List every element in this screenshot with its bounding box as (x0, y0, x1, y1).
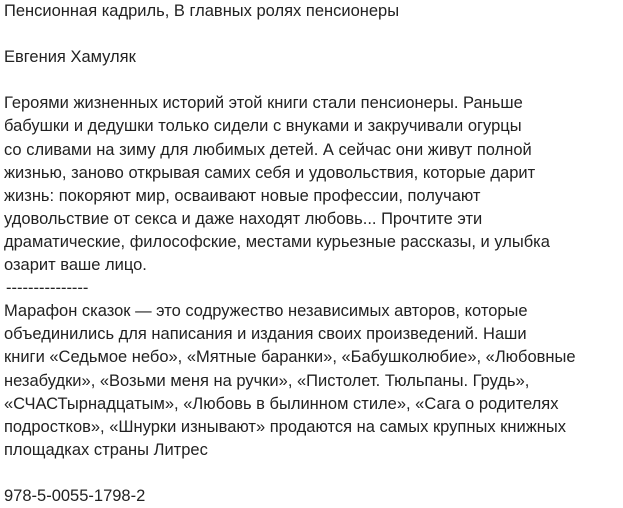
marathon-line: Марафон сказок — это содружество независимых авторов, которые (4, 302, 528, 321)
document-body (4, 0, 622, 508)
description-line: Героями жизненных историй этой книги стали пенсионеры. Раньше (4, 94, 523, 113)
spacer (4, 462, 622, 485)
marathon-line: объединились для написания и издания своих произведений. Наши (4, 325, 527, 344)
marathon-line: незабудки», «Возьми меня на ручки», «Пистолет. Тюльпаны. Грудь», (4, 371, 530, 390)
description-line: жизнь: покоряют мир, осваивают новые профессии, получают (4, 186, 481, 205)
spacer (4, 23, 622, 46)
description-line: драматические, философские, местами курьезные рассказы, и улыбка (4, 232, 550, 251)
marathon-line: площадках страны Литрес (4, 440, 208, 459)
marathon-line: книги «Седьмое небо», «Мятные баранки», «Бабушколюбие», «Любовные (4, 348, 576, 367)
isbn-number: 978-5-0055-1798-2 (4, 486, 146, 505)
book-title-line: Пенсионная кадриль, В главных ролях пенсионеры (4, 2, 400, 20)
spacer (4, 69, 622, 92)
marathon-line: «СЧАСТырнадцатым», «Любовь в былинном стиле», «Сага о родителях (4, 394, 559, 413)
description-line: бабушки и дедушки только сидели с внуками и закручивали огурцы (4, 117, 522, 136)
separator-line: --------------- (6, 279, 89, 298)
description-line: жизнью, заново открывая самих себя и удовольствия, которые дарит (4, 163, 536, 182)
description-line: со сливами на зиму для любимых детей. А сейчас они живут полной (4, 140, 532, 159)
description-line: удовольствие от секса и даже находят любовь... Прочтите эти (4, 209, 483, 228)
marathon-paragraph (4, 300, 622, 462)
description-paragraph (4, 92, 622, 277)
marathon-line: подростков», «Шнурки изнывают» продаются на самых крупных книжных (4, 417, 566, 436)
author-name: Евгения Хамуляк (4, 48, 136, 67)
description-line: озарит ваше лицо. (4, 256, 147, 275)
